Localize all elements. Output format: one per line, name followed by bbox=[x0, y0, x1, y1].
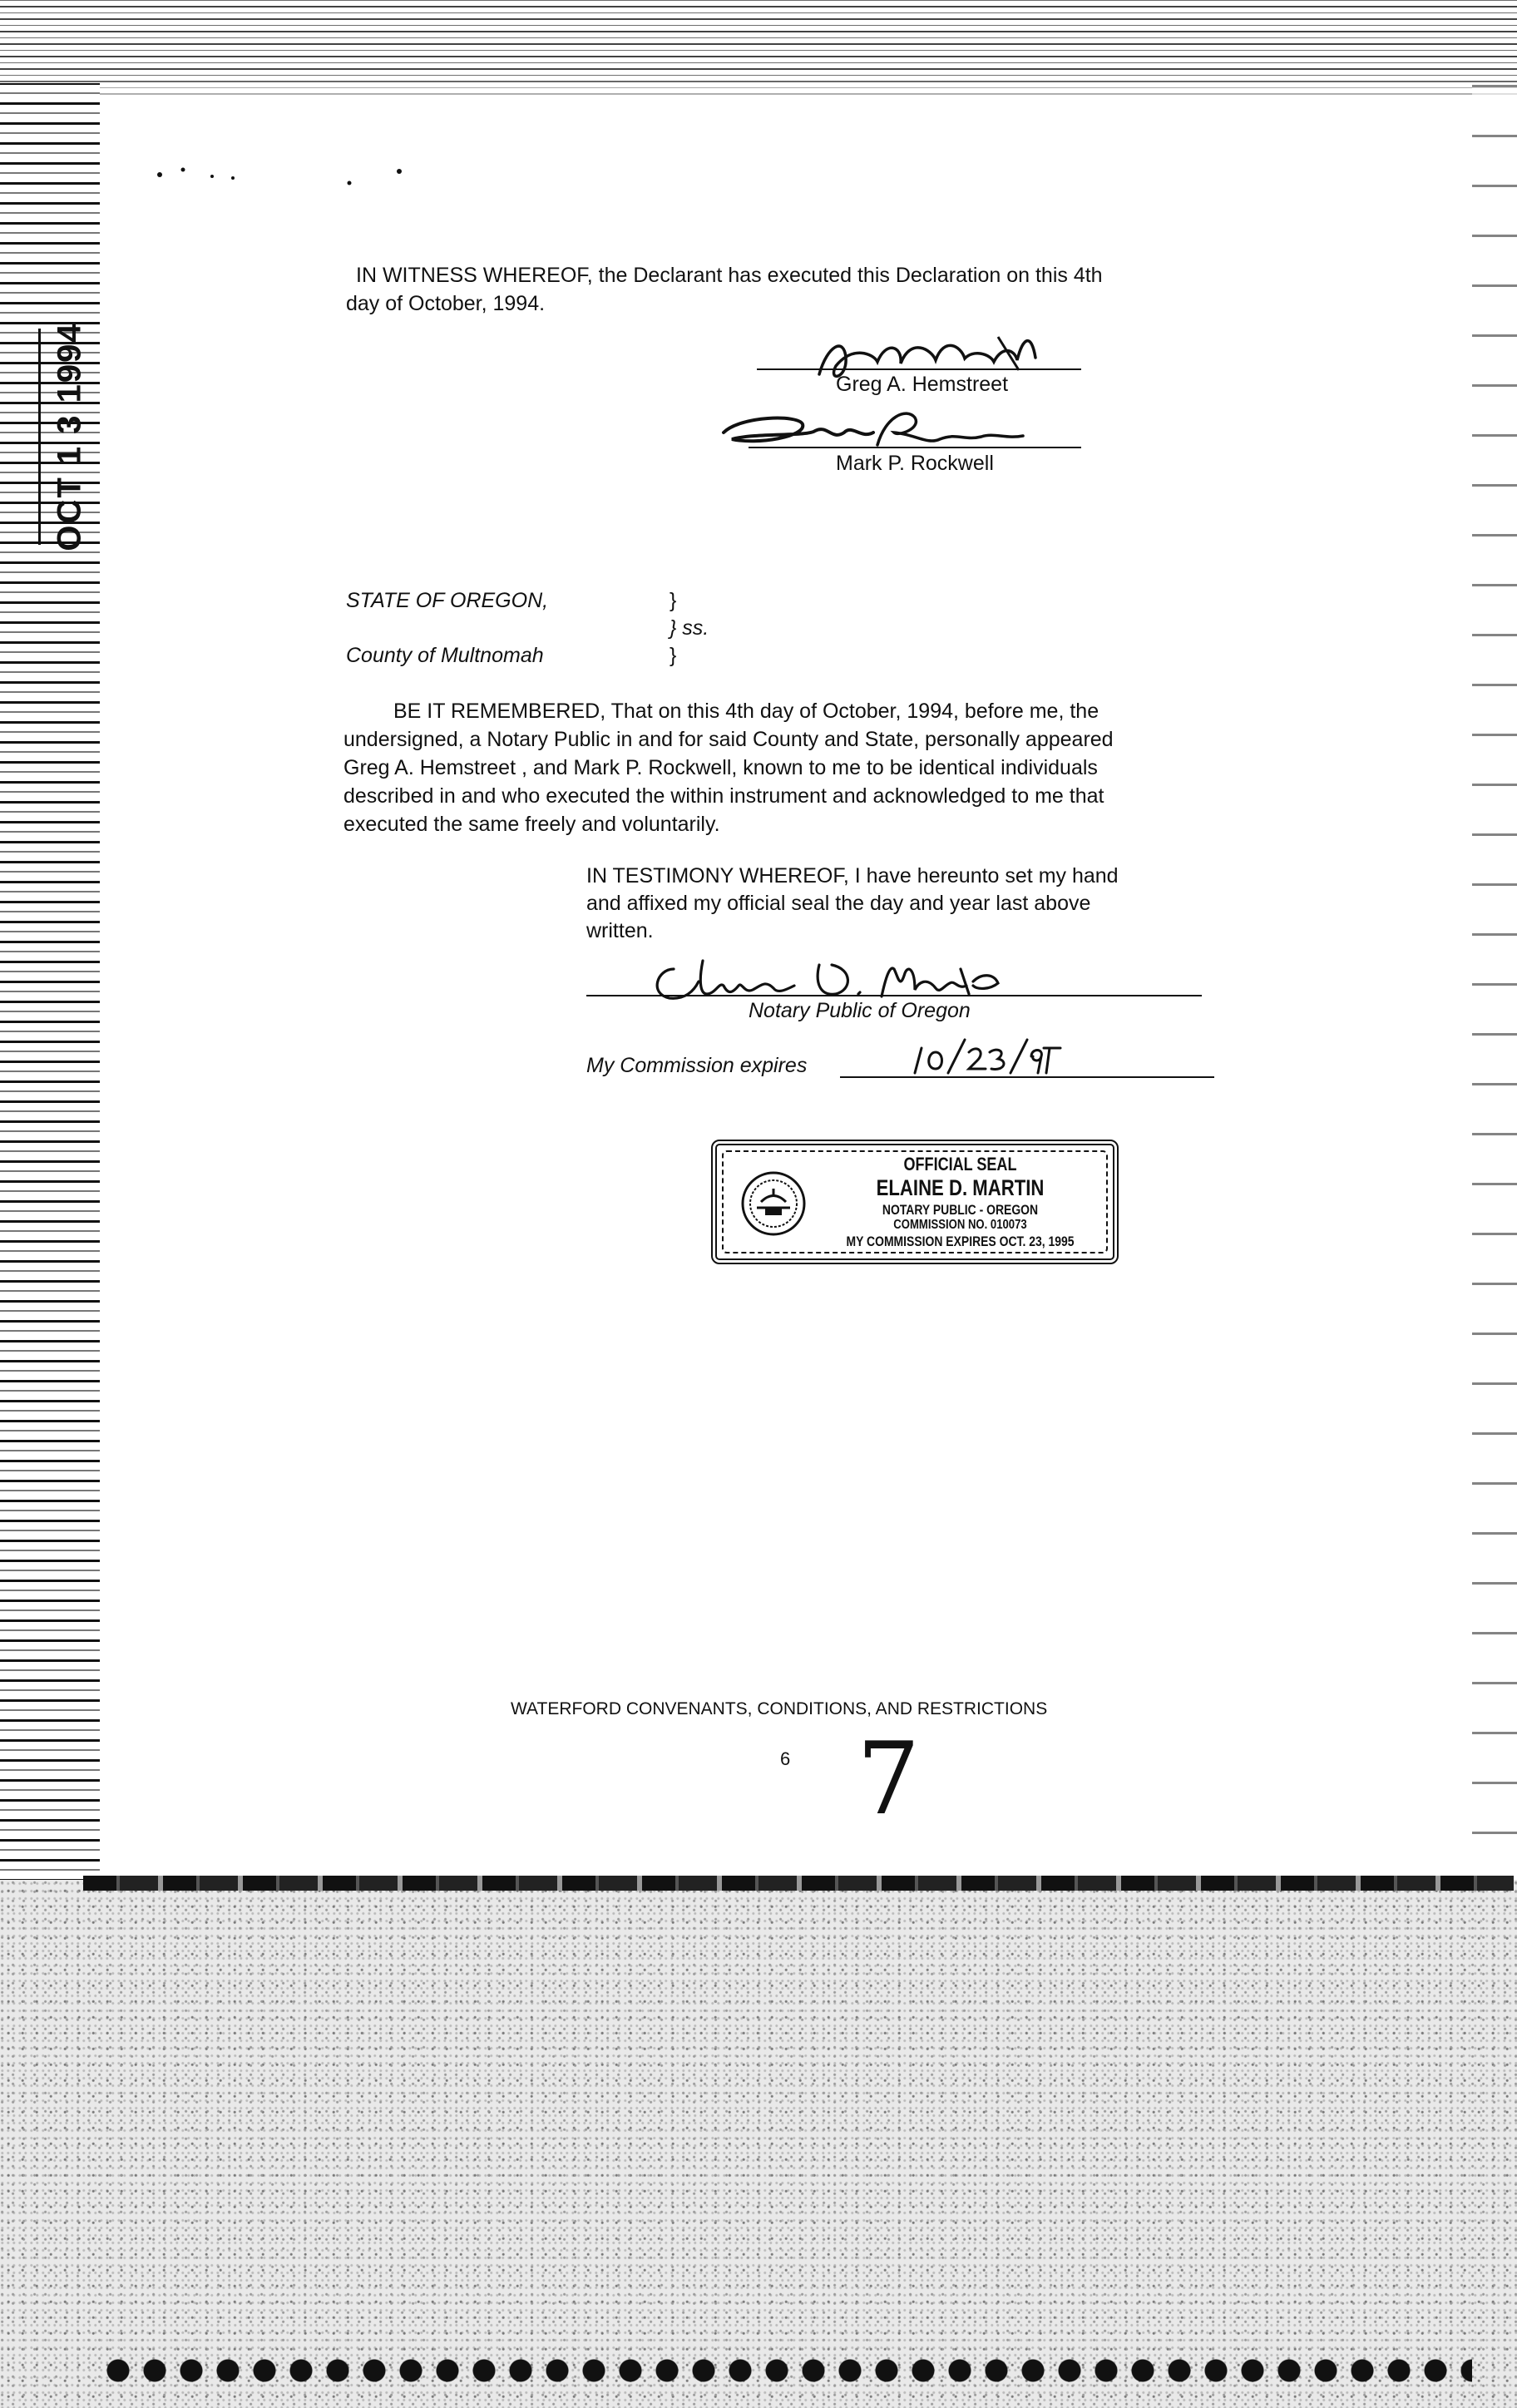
received-date-stamp-text: OCT 1 3 1994 bbox=[51, 322, 88, 551]
stray-marks bbox=[150, 158, 432, 200]
commission-label: My Commission expires bbox=[586, 1054, 808, 1077]
venue-brace-1: } bbox=[670, 589, 677, 612]
seal-line-1: OFFICIAL SEAL bbox=[903, 1154, 1017, 1174]
page-number: 6 bbox=[780, 1748, 791, 1769]
notary-title: Notary Public of Oregon bbox=[749, 999, 971, 1022]
seal-line-2: ELAINE D. MARTIN bbox=[876, 1175, 1045, 1200]
witness-line-2: day of October, 1994. bbox=[346, 292, 546, 315]
notary-official-seal bbox=[711, 1140, 1119, 1264]
scan-noise-bottom-dots bbox=[100, 2354, 1472, 2387]
received-date-stamp bbox=[38, 322, 99, 551]
venue-brace-3: } bbox=[670, 644, 677, 667]
handwritten-page-number: 7 bbox=[857, 1722, 921, 1837]
scan-noise-top-fade bbox=[0, 75, 1517, 108]
state-seal-emblem-icon bbox=[740, 1170, 807, 1237]
acknowledgment-line-1: BE IT REMEMBERED, That on this 4th day of October, 1994, before me, the bbox=[393, 700, 1099, 723]
scan-noise-bottom-edge bbox=[83, 1876, 1514, 1891]
signatory-name-hemstreet: Greg A. Hemstreet bbox=[836, 373, 1009, 396]
testimony-line-1: IN TESTIMONY WHEREOF, I have hereunto set my hand bbox=[586, 864, 1119, 888]
testimony-line-2: and affixed my official seal the day and year last above bbox=[586, 892, 1091, 915]
scan-noise-bottom bbox=[0, 1880, 1517, 2408]
acknowledgment-line-5: executed the same freely and voluntarily. bbox=[343, 813, 720, 836]
venue-ss: } ss. bbox=[670, 616, 709, 640]
commission-date-line bbox=[840, 1076, 1214, 1078]
venue-county: County of Multnomah bbox=[346, 644, 544, 667]
witness-line-1: IN WITNESS WHEREOF, the Declarant has executed this Declaration on this 4th bbox=[356, 264, 1103, 287]
seal-line-5: MY COMMISSION EXPIRES OCT. 23, 1995 bbox=[846, 1234, 1075, 1249]
signatory-name-rockwell: Mark P. Rockwell bbox=[836, 452, 994, 475]
venue-state: STATE OF OREGON, bbox=[346, 589, 549, 612]
acknowledgment-line-3: Greg A. Hemstreet , and Mark P. Rockwell, known to me to be identical individuals bbox=[343, 756, 1098, 779]
footer-title: WATERFORD CONVENANTS, CONDITIONS, AND RESTRICTIONS bbox=[511, 1699, 1048, 1718]
seal-line-4: COMMISSION NO. 010073 bbox=[893, 1218, 1027, 1232]
seal-line-3: NOTARY PUBLIC - OREGON bbox=[882, 1202, 1039, 1218]
acknowledgment-line-2: undersigned, a Notary Public in and for said County and State, personally appeared bbox=[343, 728, 1114, 751]
signature-line-rockwell bbox=[749, 447, 1081, 448]
testimony-line-3: written. bbox=[586, 919, 654, 942]
commission-date-handwritten bbox=[898, 1031, 1065, 1081]
acknowledgment-line-4: described in and who executed the within instrument and acknowledged to me that bbox=[343, 784, 1104, 808]
